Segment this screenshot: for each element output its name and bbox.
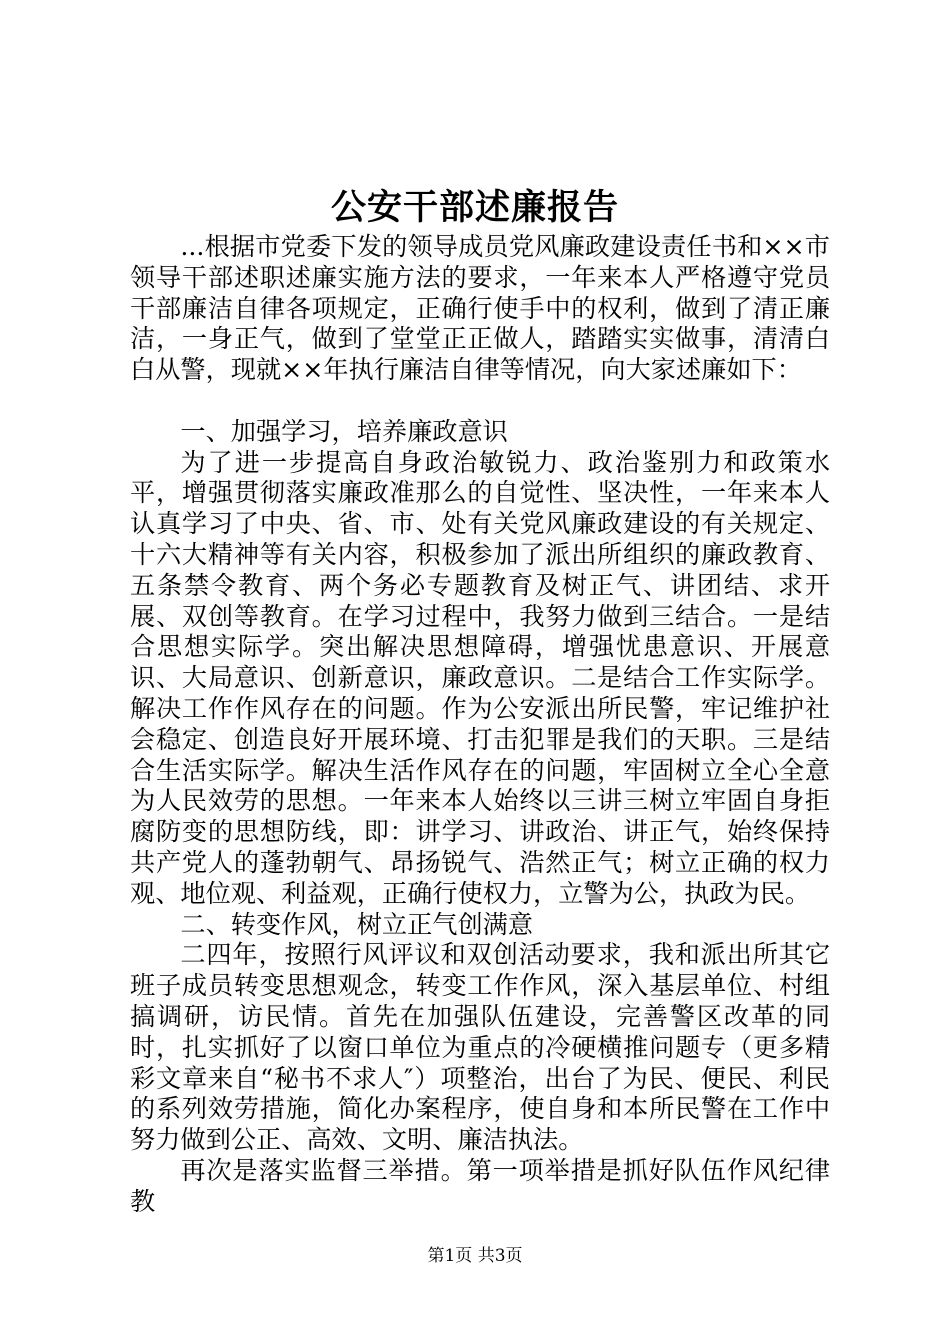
section-2-paragraph-continued: 再次是落实监督三举措。第一项举措是抓好队伍作风纪律教 xyxy=(130,1155,830,1216)
intro-paragraph: ...根据市党委下发的领导成员党风廉政建设责任书和××市领导干部述职述廉实施方法的要求，一年来本人严格遵守党员干部廉洁自律各项规定，正确行使手中的权利，做到了清正廉洁，一身正气，做到了堂堂正正做人，踏踏实实做事，清清白白从警，现就××年执行廉洁自律等情况，向大家述廉如下： xyxy=(130,232,830,385)
page-title: 公安干部述廉报告 xyxy=(330,187,619,228)
document-body xyxy=(130,232,830,1218)
section-heading-1: 一、加强学习，培养廉政意识 xyxy=(180,416,508,446)
page-footer: 第1页 共3页 xyxy=(427,1246,523,1266)
section-1-paragraph: 为了进一步提高自身政治敏锐力、政治鉴别力和政策水平，增强贯彻落实廉政准那么的自觉性、坚决性，一年来本人认真学习了中央、省、市、处有关党风廉政建设的有关规定、十六大精神等有关内容，积极参加了派出所组织的廉政教育、五条禁令教育、两个务必专题教育及树正气、讲团结、求开展、双创等教育。在学习过程中，我努力做到三结合。一是结合思想实际学。突出解决思想障碍，增强忧患意识、开展意识、大局意识、创新意识，廉政意识。二是结合工作实际学。解决工作作风存在的问题。作为公安派出所民警，牢记维护社会稳定、创造良好开展环境、打击犯罪是我们的天职。三是结合生活实际学。解决生活作风存在的问题，牢固树立全心全意为人民效劳的思想。一年来本人始终以三讲三树立牢固自身拒腐防变的思想防线，即：讲学习、讲政治、讲正气，始终保持共产党人的蓬勃朝气、昂扬锐气、浩然正气；树立正确的权力观、地位观、利益观，正确行使权力，立警为公，执政为民。 xyxy=(130,447,830,908)
section-2-paragraph: 二四年，按照行风评议和双创活动要求，我和派出所其它班子成员转变思想观念，转变工作作风，深入基层单位、村组搞调研，访民情。首先在加强队伍建设，完善警区改革的同时，扎实抓好了以窗口单位为重点的冷硬横推问题专（更多精彩文章来自“秘书不求人″）项整治，出台了为民、便民、利民的系列效劳措施，简化办案程序，使自身和本所民警在工作中努力做到公正、高效、文明、廉洁执法。 xyxy=(130,940,830,1155)
section-heading-2: 二、转变作风，树立正气创满意 xyxy=(180,909,534,939)
